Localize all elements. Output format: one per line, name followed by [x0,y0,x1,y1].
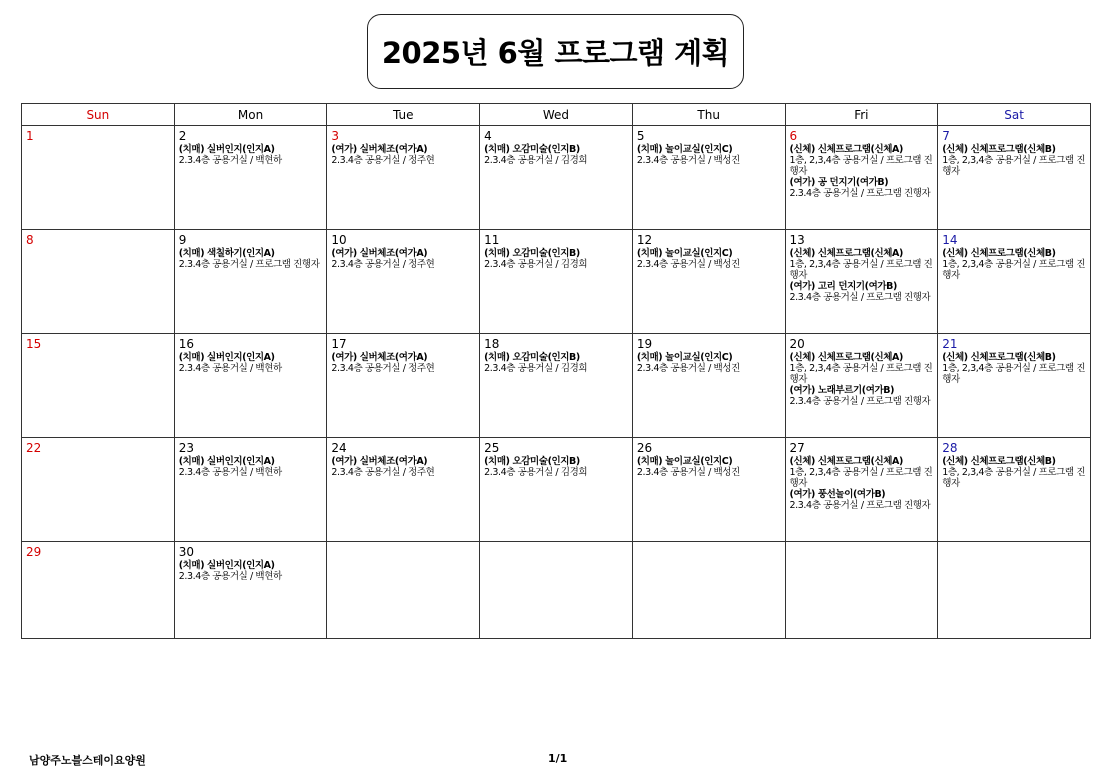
program-event [790,177,936,199]
calendar-day-cell [327,542,480,639]
program-event [637,456,783,478]
calendar-week-row [22,126,1091,230]
day-number: 5 [636,129,645,143]
event-title: (여가) 실버체조(여가A) [331,248,428,259]
calendar-day-cell [938,126,1091,230]
calendar-day-cell [22,438,175,542]
event-title: (신체) 신체프로그램(신체B) [942,352,1056,363]
event-title: (치매) 오감미술(인지B) [484,144,580,155]
program-event [790,489,936,511]
calendar-day-cell [480,334,633,438]
day-number: 18 [484,337,500,351]
event-location-staff: 1층, 2,3,4층 공용거실 / 프로그램 진행자 [942,363,1086,385]
event-title: (신체) 신체프로그램(신체A) [789,144,903,155]
event-location-staff: 1층, 2,3,4층 공용거실 / 프로그램 진행자 [942,259,1086,281]
event-title: (치매) 오감미술(인지B) [484,456,580,467]
weekday-mon: Mon [174,104,327,126]
event-title: (치매) 실버인지(인지A) [178,560,275,571]
event-location-staff: 1층, 2,3,4층 공용거실 / 프로그램 진행자 [789,259,933,281]
event-title: (신체) 신체프로그램(신체A) [789,456,903,467]
calendar-day-cell [938,542,1091,639]
calendar-day-cell [327,230,480,334]
event-location-staff: 2.3.4층 공용거실 / 백성진 [636,155,740,166]
event-title: (치매) 실버인지(인지A) [178,352,275,363]
program-event [790,352,936,385]
program-event [179,144,325,166]
program-event [790,248,936,281]
event-location-staff: 1층, 2,3,4층 공용거실 / 프로그램 진행자 [789,467,933,489]
program-event [790,281,936,303]
event-location-staff: 2.3.4층 공용거실 / 프로그램 진행자 [789,292,931,303]
program-event [484,352,630,374]
event-title: (신체) 신체프로그램(신체A) [789,352,903,363]
event-title: (여가) 노래부르기(여가B) [789,385,895,396]
event-location-staff: 2.3.4층 공용거실 / 정주현 [331,467,435,478]
program-event [484,248,630,270]
event-title: (치매) 오감미술(인지B) [484,248,580,259]
footer-organization: 남양주노블스테이요양원 [29,754,146,767]
program-event [179,456,325,478]
program-event [484,144,630,166]
event-title: (치매) 놀이교실(인지C) [636,352,733,363]
calendar-day-cell [174,542,327,639]
weekday-sat: Sat [938,104,1091,126]
event-location-staff: 2.3.4층 공용거실 / 백현하 [178,467,282,478]
calendar-day-cell [785,126,938,230]
weekday-header-row [22,104,1091,126]
event-location-staff: 2.3.4층 공용거실 / 백현하 [178,155,282,166]
day-number: 11 [484,233,500,247]
event-title: (여가) 공 던지기(여가B) [789,177,889,188]
event-title: (치매) 놀이교실(인지C) [636,456,733,467]
calendar-day-cell [480,542,633,639]
day-number: 28 [942,441,958,455]
event-location-staff: 1층, 2,3,4층 공용거실 / 프로그램 진행자 [942,467,1086,489]
event-location-staff: 2.3.4층 공용거실 / 김경희 [484,155,588,166]
day-number: 6 [789,129,798,143]
calendar-day-cell [480,438,633,542]
event-location-staff: 2.3.4층 공용거실 / 백성진 [636,467,740,478]
day-number: 24 [331,441,347,455]
calendar-day-cell [632,542,785,639]
event-location-staff: 1층, 2,3,4층 공용거실 / 프로그램 진행자 [789,363,933,385]
calendar-day-cell [327,126,480,230]
calendar-day-cell [785,230,938,334]
program-event [637,352,783,374]
day-number: 7 [942,129,950,143]
calendar-day-cell [174,334,327,438]
program-event [331,144,477,166]
program-event [179,560,325,582]
day-number: 8 [26,233,34,247]
calendar-day-cell [785,438,938,542]
calendar-day-cell [327,334,480,438]
program-event [484,456,630,478]
calendar-day-cell [174,230,327,334]
event-title: (신체) 신체프로그램(신체B) [942,248,1056,259]
day-number: 1 [26,129,34,143]
event-location-staff: 2.3.4층 공용거실 / 김경희 [484,259,588,270]
calendar-table [21,103,1091,639]
weekday-fri: Fri [785,104,938,126]
event-location-staff: 1층, 2,3,4층 공용거실 / 프로그램 진행자 [789,155,933,177]
calendar-week-row [22,230,1091,334]
calendar-day-cell [22,542,175,639]
calendar-day-cell [327,438,480,542]
day-number: 10 [331,233,347,247]
event-location-staff: 2.3.4층 공용거실 / 김경희 [484,467,588,478]
program-event [179,248,325,270]
calendar-day-cell [785,334,938,438]
weekday-wed: Wed [480,104,633,126]
event-title: (치매) 놀이교실(인지C) [636,248,733,259]
day-number: 9 [178,233,187,247]
event-location-staff: 2.3.4층 공용거실 / 정주현 [331,155,435,166]
page-title: 2025년 6월 프로그램 계획 [367,14,744,89]
day-number: 26 [636,441,653,455]
day-number: 21 [942,337,958,351]
event-title: (치매) 실버인지(인지A) [178,144,275,155]
day-number: 25 [484,441,500,455]
program-event [790,144,936,177]
footer-page-number: 1/1 [548,752,568,765]
day-number: 4 [484,129,492,143]
day-number: 12 [636,233,653,247]
program-event [790,385,936,407]
event-title: (여가) 실버체조(여가A) [331,144,428,155]
calendar-day-cell [22,334,175,438]
calendar-day-cell [22,230,175,334]
calendar-day-cell [174,126,327,230]
event-location-staff: 2.3.4층 공용거실 / 정주현 [331,363,435,374]
event-title: (치매) 놀이교실(인지C) [636,144,733,155]
day-number: 14 [942,233,958,247]
event-location-staff: 2.3.4층 공용거실 / 프로그램 진행자 [789,396,931,407]
calendar-day-cell [632,230,785,334]
day-number: 19 [636,337,653,351]
weekday-thu: Thu [632,104,785,126]
program-event [942,456,1088,489]
calendar-day-cell [480,230,633,334]
calendar-day-cell [938,334,1091,438]
day-number: 22 [26,441,42,455]
calendar-week-row [22,334,1091,438]
program-event [331,352,477,374]
day-number: 2 [178,129,187,143]
day-number: 17 [331,337,347,351]
program-event [331,456,477,478]
event-title: (신체) 신체프로그램(신체B) [942,144,1056,155]
event-title: (치매) 색칠하기(인지A) [178,248,275,259]
event-location-staff: 2.3.4층 공용거실 / 백현하 [178,571,282,582]
program-event [942,248,1088,281]
weekday-tue: Tue [327,104,480,126]
day-number: 29 [26,545,42,559]
day-number: 20 [789,337,805,351]
calendar-week-row [22,542,1091,639]
weekday-sun: Sun [22,104,175,126]
calendar-day-cell [632,126,785,230]
event-title: (치매) 실버인지(인지A) [178,456,275,467]
program-event [331,248,477,270]
event-location-staff: 2.3.4층 공용거실 / 정주현 [331,259,435,270]
event-title: (신체) 신체프로그램(신체A) [789,248,903,259]
event-title: (치매) 오감미술(인지B) [484,352,580,363]
calendar-day-cell [785,542,938,639]
program-event [942,144,1088,177]
event-location-staff: 2.3.4층 공용거실 / 백현하 [178,363,282,374]
day-number: 30 [178,545,194,559]
day-number: 16 [178,337,194,351]
day-number: 3 [331,129,340,143]
program-event [637,144,783,166]
program-event [942,352,1088,385]
program-event [637,248,783,270]
calendar-day-cell [480,126,633,230]
calendar-day-cell [174,438,327,542]
calendar-day-cell [632,334,785,438]
event-title: (여가) 실버체조(여가A) [331,456,428,467]
event-location-staff: 2.3.4층 공용거실 / 프로그램 진행자 [789,500,931,511]
event-location-staff: 1층, 2,3,4층 공용거실 / 프로그램 진행자 [942,155,1086,177]
event-title: (신체) 신체프로그램(신체B) [942,456,1056,467]
event-location-staff: 2.3.4층 공용거실 / 프로그램 진행자 [789,188,931,199]
calendar-day-cell [938,230,1091,334]
calendar-week-row [22,438,1091,542]
day-number: 23 [178,441,194,455]
event-title: (여가) 풍선놀이(여가B) [789,489,886,500]
calendar-day-cell [938,438,1091,542]
program-event [790,456,936,489]
calendar-day-cell [632,438,785,542]
day-number: 13 [789,233,805,247]
event-location-staff: 2.3.4층 공용거실 / 김경희 [484,363,588,374]
program-event [179,352,325,374]
event-title: (여가) 고리 던지기(여가B) [789,281,897,292]
day-number: 15 [26,337,42,351]
event-location-staff: 2.3.4층 공용거실 / 프로그램 진행자 [178,259,320,270]
calendar-day-cell [22,126,175,230]
event-title: (여가) 실버체조(여가A) [331,352,428,363]
event-location-staff: 2.3.4층 공용거실 / 백성진 [636,259,740,270]
day-number: 27 [789,441,805,455]
event-location-staff: 2.3.4층 공용거실 / 백성진 [636,363,740,374]
